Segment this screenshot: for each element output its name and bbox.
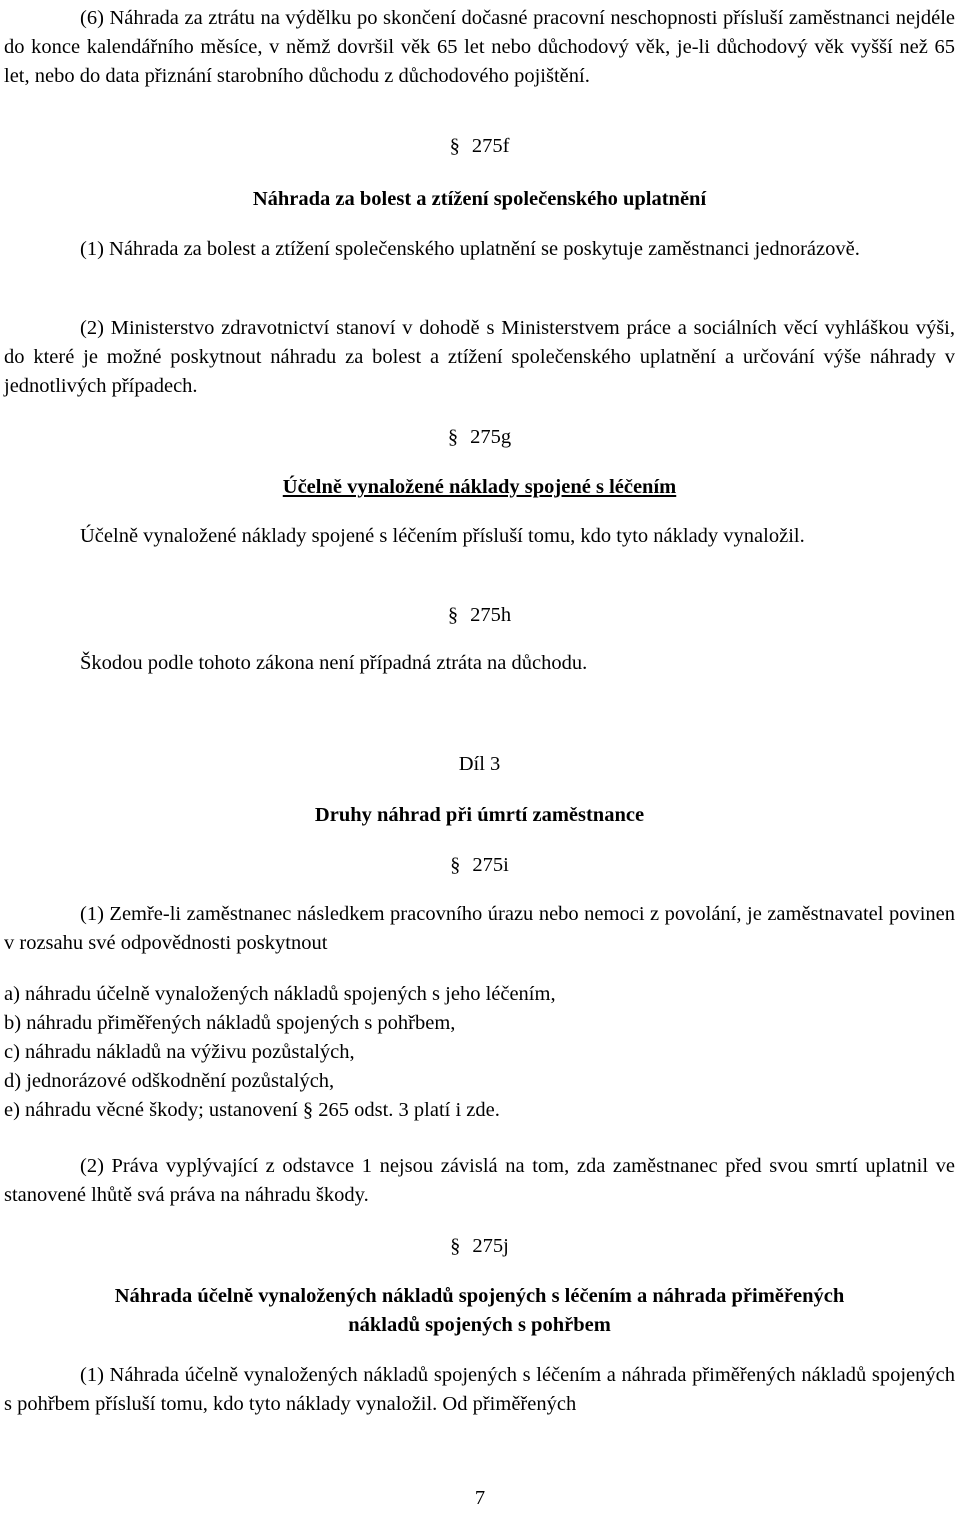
section-title-line: Náhrada účelně vynaložených nákladů spojených s léčením a náhrada přiměřených xyxy=(114,1285,845,1307)
list-item-text: 265 odst. 3 platí i zde. xyxy=(318,1099,500,1121)
section-title-275f: Náhrada za bolest a ztížení společenského uplatnění xyxy=(252,188,707,210)
section-number: 275g xyxy=(470,426,512,448)
section-heading-275f xyxy=(4,132,955,161)
list-item: b) náhradu přiměřených nákladů spojených s pohřbem, xyxy=(4,1012,456,1034)
list-item: d) jednorázové odškodnění pozůstalých, xyxy=(4,1070,335,1092)
paragraph-275j-1: (1) Náhrada účelně vynaložených nákladů spojených s léčením a náhrada přiměřených nákladů spojených s pohřbem přísluší tomu, kdo tyto náklady vynaložil. Od přiměřených xyxy=(4,1364,955,1415)
paragraph-275f-2: (2) Ministerstvo zdravotnictví stanoví v dohodě s Ministerstvem práce a sociálních věcí vyhláškou výši, do které je možné poskytnout náhradu za bolest a ztížení společenského uplatnění a určování výše náhrady v jednotlivých případech. xyxy=(4,317,955,397)
section-sign: § xyxy=(447,426,459,448)
section-title-275j xyxy=(4,1282,955,1340)
paragraph-6: (6) Náhrada za ztrátu na výdělku po skončení dočasné pracovní neschopnosti přísluší zaměstnanci nejdéle do konce kalendářního měsíce, v němž dovršil věk 65 let nebo důchodový věk, je-li důchodový věk vyšší než 65 let, nebo do data přiznání starobního důchodu z důchodového pojištění. xyxy=(4,7,955,87)
part-title: Druhy náhrad při úmrtí zaměstnance xyxy=(314,804,645,826)
list-item: c) náhradu nákladů na výživu pozůstalých, xyxy=(4,1041,355,1063)
section-number: 275i xyxy=(472,854,509,876)
paragraph-275h: Škodou podle tohoto zákona není případná ztráta na důchodu. xyxy=(80,652,588,674)
section-sign: § xyxy=(450,854,461,876)
section-sign: § xyxy=(302,1099,314,1121)
list-item xyxy=(4,1096,955,1125)
section-title-wrapper-275g xyxy=(4,473,955,502)
section-sign: § xyxy=(449,135,460,157)
paragraph-275f-1: (1) Náhrada za bolest a ztížení společenského uplatnění se poskytuje zaměstnanci jednorázově. xyxy=(80,238,860,260)
section-heading-275h xyxy=(4,601,955,630)
section-number: 275f xyxy=(471,135,510,157)
paragraph-275i-1: (1) Zemře-li zaměstnanec následkem pracovního úrazu nebo nemoci z povolání, je zaměstnavatel povinen v rozsahu své odpovědnosti poskytnout xyxy=(4,903,955,954)
section-number: 275h xyxy=(470,604,512,626)
page-number: 7 xyxy=(474,1487,486,1509)
section-heading-275g xyxy=(4,423,955,452)
section-sign: § xyxy=(447,604,459,626)
enumerated-list xyxy=(4,980,955,1125)
list-item: a) náhradu účelně vynaložených nákladů spojených s jeho léčením, xyxy=(4,983,556,1005)
section-number: 275j xyxy=(472,1235,509,1257)
section-sign: § xyxy=(450,1235,461,1257)
section-title-line: nákladů spojených s pohřbem xyxy=(348,1314,611,1336)
section-heading-275i xyxy=(4,851,955,880)
paragraph-275g: Účelně vynaložené náklady spojené s léčením přísluší tomu, kdo tyto náklady vynaložil. xyxy=(80,525,805,547)
section-title-275g: Účelně vynaložené náklady spojené s léčením xyxy=(282,476,677,498)
list-item-text: e) náhradu věcné škody; ustanovení xyxy=(4,1099,298,1121)
part-label: Díl 3 xyxy=(458,753,501,775)
paragraph-275i-2: (2) Práva vyplývající z odstavce 1 nejsou závislá na tom, zda zaměstnanec před svou smrtí uplatnil ve stanovené lhůtě svá práva na náhradu škody. xyxy=(4,1155,955,1206)
section-heading-275j xyxy=(4,1232,955,1261)
